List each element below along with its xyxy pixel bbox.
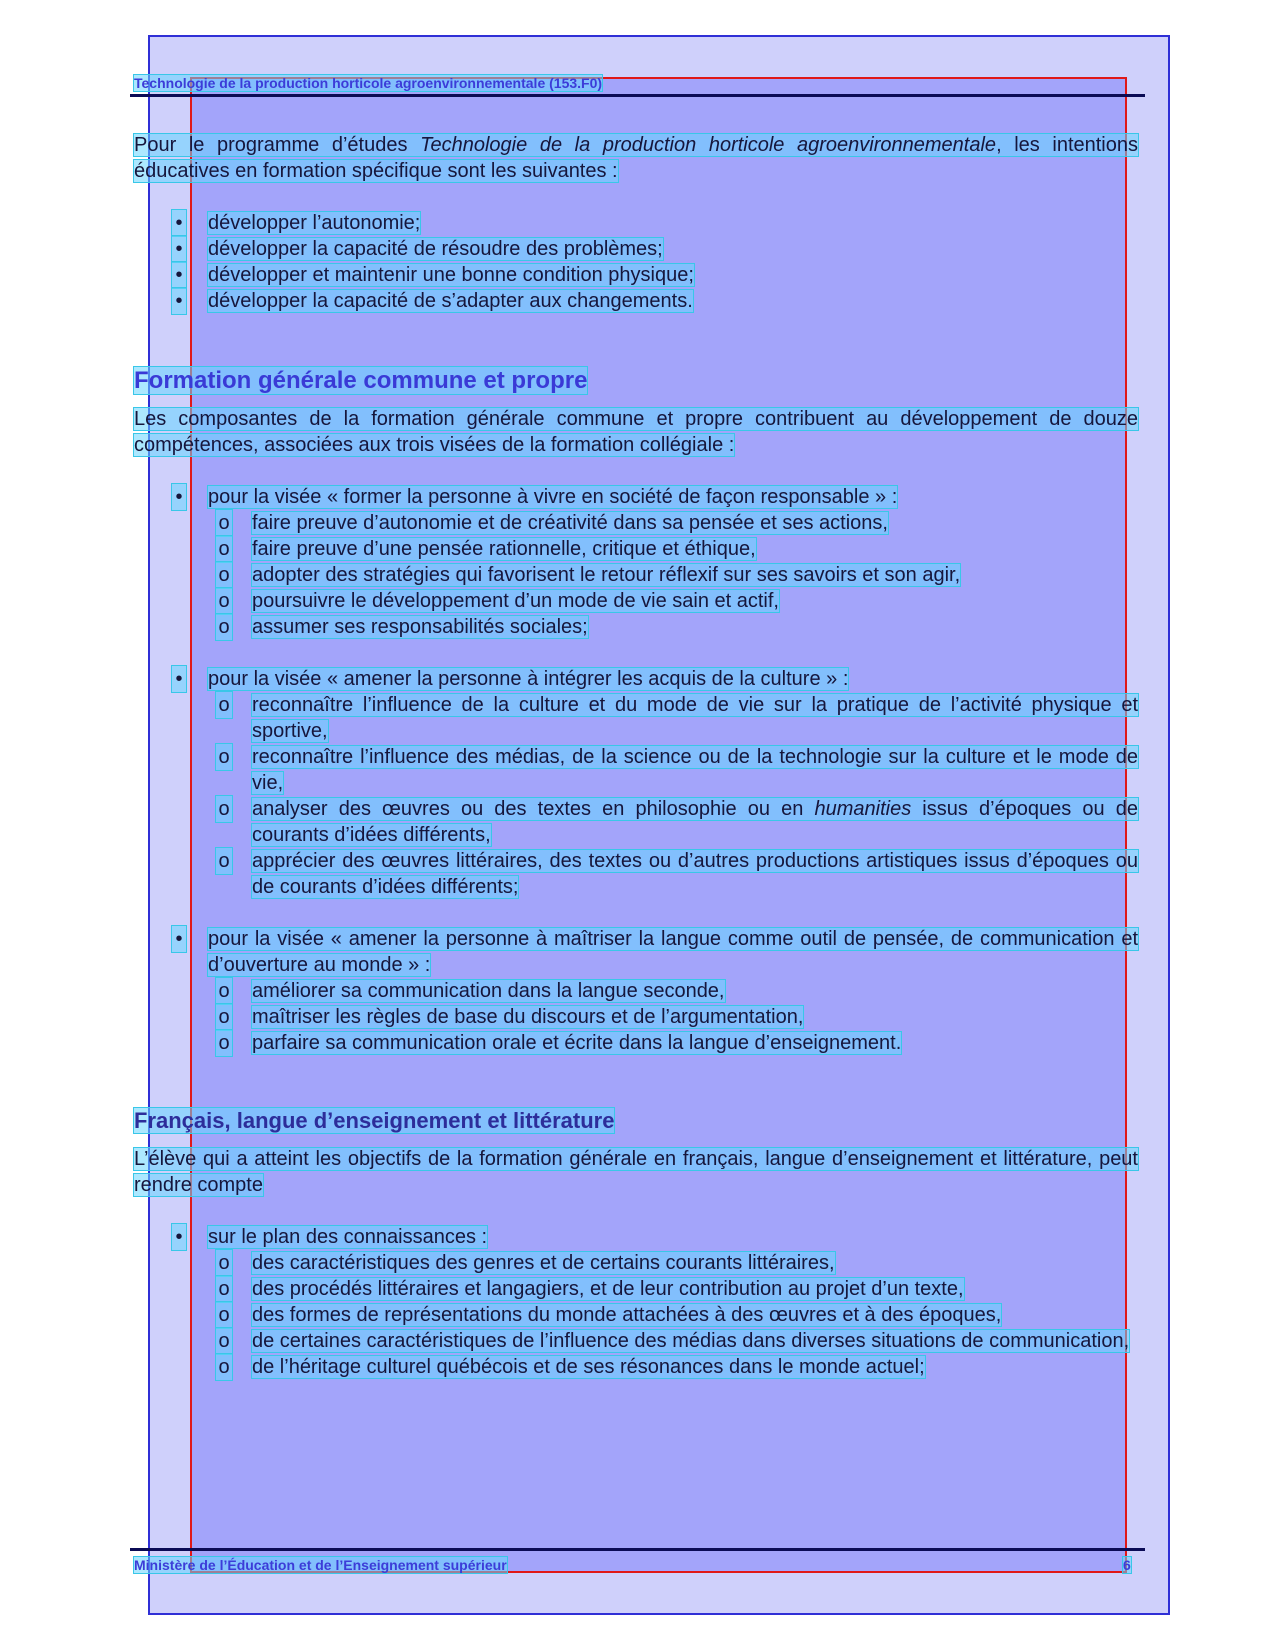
visee-list-3 — [134, 926, 1138, 1056]
circle-bullet-icon: o — [216, 1328, 232, 1354]
visee-sublist — [208, 978, 1138, 1056]
program-name: Technologie de la production horticole agroenvironnementale — [420, 134, 997, 156]
visee-item: • pour la visée « amener la personne à maîtriser la langue comme outil de pensée, de communication et d’ouverture au monde » : o améliorer sa communication dans la langue seconde, o maîtriser les règles de base du discours et de l’argumentation, o parfaire sa communication orale et écrite dans la langue d’enseignement. — [134, 926, 1138, 1056]
intro-text: Pour le programme d’études Technologie de la production horticole agroenvironnementale, les intentions éducatives en formation spécifique sont les suivantes : — [134, 134, 1138, 182]
list-item: • développer la capacité de s’adapter aux changements. — [134, 288, 1138, 314]
bullet-icon: • — [172, 1224, 186, 1250]
page-content — [134, 132, 1138, 1380]
sub-item: o des caractéristiques des genres et de certains courants littéraires, — [134, 1250, 1138, 1276]
francais-intro-paragraph: L’élève qui a atteint les objectifs de la formation générale en français, langue d’enseignement et littérature, peut rendre compte — [134, 1148, 1138, 1196]
bullet-icon: • — [172, 926, 186, 952]
header-rule — [130, 94, 1145, 97]
circle-bullet-icon: o — [216, 796, 232, 822]
circle-bullet-icon: o — [216, 978, 232, 1004]
sub-item: o de l’héritage culturel québécois et de ses résonances dans le monde actuel; — [134, 1354, 1138, 1380]
circle-bullet-icon: o — [216, 510, 232, 536]
intentions-list — [134, 210, 1138, 314]
footer-rule — [130, 1548, 1145, 1551]
circle-bullet-icon: o — [216, 1354, 232, 1380]
sub-item: o des procédés littéraires et langagiers, et de leur contribution au projet d’un texte, — [134, 1276, 1138, 1302]
sub-item: o reconnaître l’influence des médias, de la science ou de la technologie sur la culture et le mode de vie, — [134, 744, 1138, 796]
sub-item: o adopter des stratégies qui favorisent le retour réflexif sur ses savoirs et son agir, — [134, 562, 1138, 588]
list-item: • développer l’autonomie; — [134, 210, 1138, 236]
visee-sublist — [208, 510, 1138, 640]
bullet-icon: • — [172, 236, 186, 262]
circle-bullet-icon: o — [216, 562, 232, 588]
circle-bullet-icon: o — [216, 1250, 232, 1276]
circle-bullet-icon: o — [216, 614, 232, 640]
circle-bullet-icon: o — [216, 692, 232, 718]
bullet-icon: • — [172, 666, 186, 692]
sub-item: o faire preuve d’autonomie et de créativité dans sa pensée et ses actions, — [134, 510, 1138, 536]
visee-item: • pour la visée « former la personne à vivre en société de façon responsable » : o faire preuve d’autonomie et de créativité dans sa pensée et ses actions, o faire preuve d’une pensée rationnelle, critique et éthique, o adopter des stratégies qui favorisent le retour réflexif sur ses savoirs et son agir, o poursuivre le développement d’un mode de vie sain et actif, o assumer ses responsabilités sociales; — [134, 484, 1138, 640]
intro-paragraph — [134, 132, 1138, 184]
list-item: • développer la capacité de résoudre des problèmes; — [134, 236, 1138, 262]
sub-item: o reconnaître l’influence de la culture et du mode de vie sur la pratique de l’activité physique et sportive, — [134, 692, 1138, 744]
circle-bullet-icon: o — [216, 1004, 232, 1030]
fgcp-intro-paragraph: Les composantes de la formation générale commune et propre contribuent au développement de douze compétences, associées aux trois visées de la formation collégiale : — [134, 408, 1138, 456]
sub-item: o maîtriser les règles de base du discours et de l’argumentation, — [134, 1004, 1138, 1030]
bullet-icon: • — [172, 262, 186, 288]
circle-bullet-icon: o — [216, 536, 232, 562]
bullet-icon: • — [172, 288, 186, 314]
circle-bullet-icon: o — [216, 588, 232, 614]
sub-item: o parfaire sa communication orale et écrite dans la langue d’enseignement. — [134, 1030, 1138, 1056]
connaissances-sublist — [208, 1250, 1138, 1380]
section-title-francais: Français, langue d’enseignement et littérature — [134, 1108, 615, 1133]
visee-list-1 — [134, 484, 1138, 640]
connaissances-list — [134, 1224, 1138, 1380]
sub-item: o des formes de représentations du monde attachées à des œuvres et à des époques, — [134, 1302, 1138, 1328]
sub-item: o améliorer sa communication dans la langue seconde, — [134, 978, 1138, 1004]
sub-item: o de certaines caractéristiques de l’influence des médias dans diverses situations de communication, — [134, 1328, 1138, 1354]
section-title-fgcp: Formation générale commune et propre — [134, 367, 588, 394]
circle-bullet-icon: o — [216, 1276, 232, 1302]
sub-item: o faire preuve d’une pensée rationnelle, critique et éthique, — [134, 536, 1138, 562]
circle-bullet-icon: o — [216, 1030, 232, 1056]
list-item: • développer et maintenir une bonne condition physique; — [134, 262, 1138, 288]
visee-sublist — [208, 692, 1138, 900]
page-number: 6 — [1123, 1557, 1131, 1573]
visee-list-2 — [134, 666, 1138, 900]
circle-bullet-icon: o — [216, 1302, 232, 1328]
circle-bullet-icon: o — [216, 848, 232, 874]
visee-item: • pour la visée « amener la personne à intégrer les acquis de la culture » : o reconnaître l’influence de la culture et du mode de vie sur la pratique de l’activité physique et sportive, o reconnaître l’influence des médias, de la science ou de la technologie sur la culture et le mode de vie, o analyser des œuvres ou des textes en philosophie ou en humanities issus d’époques ou de courants d’idées différents, o apprécier des œuvres littéraires, des textes ou d’autres productions artistiques issus d’époques ou de courants d’idées différents; — [134, 666, 1138, 900]
running-header: Technologie de la production horticole agroenvironnementale (153.F0) — [134, 75, 603, 91]
sub-item: o assumer ses responsabilités sociales; — [134, 614, 1138, 640]
bullet-icon: • — [172, 210, 186, 236]
plan-item: • sur le plan des connaissances : o des caractéristiques des genres et de certains courants littéraires, o des procédés littéraires et langagiers, et de leur contribution au projet d’un texte, o des formes de représentations du monde attachées à des œuvres et à des époques, o de certaines caractéristiques de l’influence des médias dans diverses situations de communication, o de l’héritage culturel québécois et de ses résonances dans le monde actuel; — [134, 1224, 1138, 1380]
circle-bullet-icon: o — [216, 744, 232, 770]
footer-ministry: Ministère de l’Éducation et de l’Enseignement supérieur — [134, 1557, 507, 1573]
sub-item: o apprécier des œuvres littéraires, des textes ou d’autres productions artistiques issus d’époques ou de courants d’idées différents; — [134, 848, 1138, 900]
bullet-icon: • — [172, 484, 186, 510]
sub-item: o analyser des œuvres ou des textes en philosophie ou en humanities issus d’époques ou de courants d’idées différents, — [134, 796, 1138, 848]
sub-item: o poursuivre le développement d’un mode de vie sain et actif, — [134, 588, 1138, 614]
